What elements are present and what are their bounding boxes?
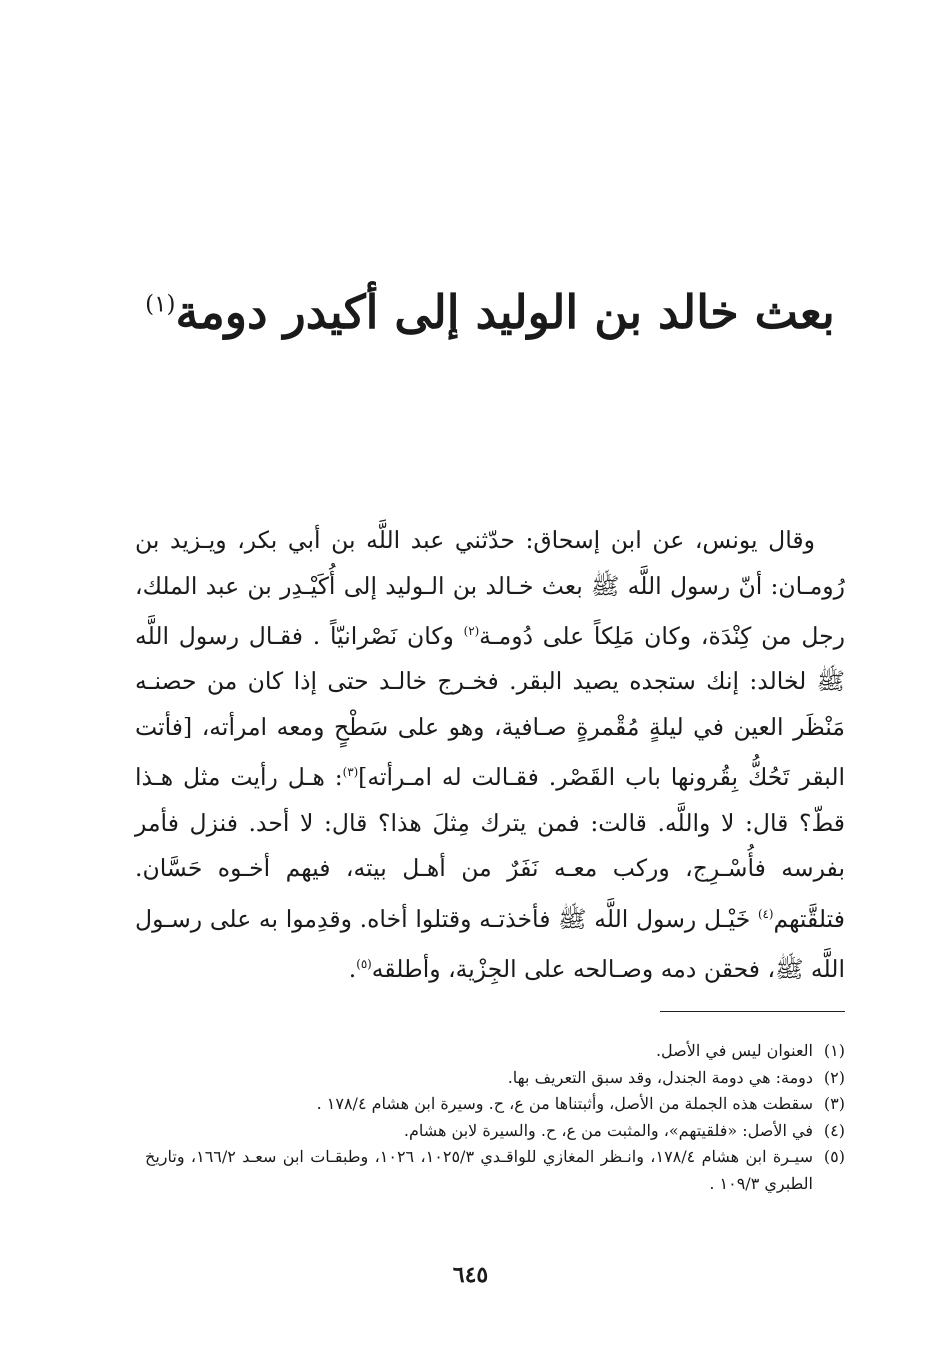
chapter-title — [140, 278, 840, 347]
footnote-number: (٤) — [823, 1120, 845, 1140]
page-number: ٦٤٥ — [452, 1262, 489, 1288]
footnote-text: سيـرة ابن هشام ١٧٨/٤، وانـظر المغازي للواقـدي ١٠٢٥/٣، ١٠٢٦، وطبقـات ابن سعـد ١٦٦/٢، وتاريخ الطبري ١٠٩/٣ . — [145, 1147, 814, 1193]
footnote-text: دومة: هي دومة الجندل، وقد سبق التعريف بها. — [507, 1067, 813, 1087]
footnote-ref-3: (٣) — [342, 765, 359, 780]
footnote-number: (٥) — [823, 1147, 845, 1166]
paragraph-part: : هـل رأيت مثل هـذا قطّ؟ قال: لا واللَّه. قالت: فمن يترك مِثلَ هذا؟ قال: لا أحد. فنزل فأمر بفرسه فأُسْـرِج، وركب معـه نَفَرٌ من أهـل بيته، فيهم أخـوه حَسَّان. فتلقَّتهم — [135, 763, 845, 933]
footnote-ref-2: (٢) — [463, 624, 480, 638]
paragraph-part: وقال يونس، عن ابن إسحاق: حدّثني عبد اللَّه بن أبي بكر، ويـزيد بن رُومـان: أنّ رسول اللَّه ﷺ بعث خـالد بن الـوليد إلى أُكَيْـدِر بن عبد الملك، رجل من كِنْدَة، وكان مَلِكاً على دُومـة — [135, 526, 846, 650]
main-paragraph — [135, 518, 845, 992]
footnote-item — [145, 1144, 845, 1197]
title-footnote-marker: (١) — [145, 291, 176, 318]
footnotes-list — [145, 1038, 845, 1197]
footnote-text: سقطت هذه الجملة من الأصل، وأثبتناها من ع، ح. وسيرة ابن هشام ١٧٨/٤ . — [316, 1094, 813, 1113]
footnote-ref-5: (٥) — [356, 956, 372, 971]
paragraph-part: . — [348, 954, 357, 983]
footnote-item — [145, 1065, 845, 1092]
footnote-number: (١) — [823, 1041, 845, 1060]
footnote-text: في الأصل: «فلقيتهم»، والمثبت من ع، ح. والسيرة لابن هشام. — [403, 1120, 813, 1140]
paragraph-part: خَيْـل رسول اللَّه ﷺ فأخذتـه وقتلوا أخاه. وقدِموا به على رسـول اللَّه ﷺ، فحقن دمه وصـالحه على الجِزْية، وأطلقه — [135, 904, 845, 983]
chapter-title-text: بعث خالد بن الوليد إلى أكيدر دومة — [175, 285, 835, 339]
footnote-text: العنوان ليس في الأصل. — [655, 1041, 813, 1060]
footnote-number: (٢) — [823, 1067, 845, 1087]
footnote-divider — [660, 1011, 845, 1012]
footnote-item — [145, 1091, 845, 1118]
paragraph-part: وكان نَصْرانيّاً . فقـال رسول اللَّه ﷺ لخالد: إنك ستجده يصيد البقر. فخـرج خالـد حتى إذا كان من حصنـه مَنْظَر العين في ليلةٍ مُقْمرةٍ صـافية، وهو على سَطْحٍ ومعه امرأته، [فأتت البقر تَحُكُّ بِقُرونها باب القَصْر. فقـالت له امـرأته] — [135, 621, 846, 792]
footnote-ref-4: (٤) — [757, 906, 774, 921]
footnote-item — [145, 1118, 845, 1145]
footnote-item — [145, 1038, 845, 1065]
footnote-number: (٣) — [823, 1094, 845, 1113]
